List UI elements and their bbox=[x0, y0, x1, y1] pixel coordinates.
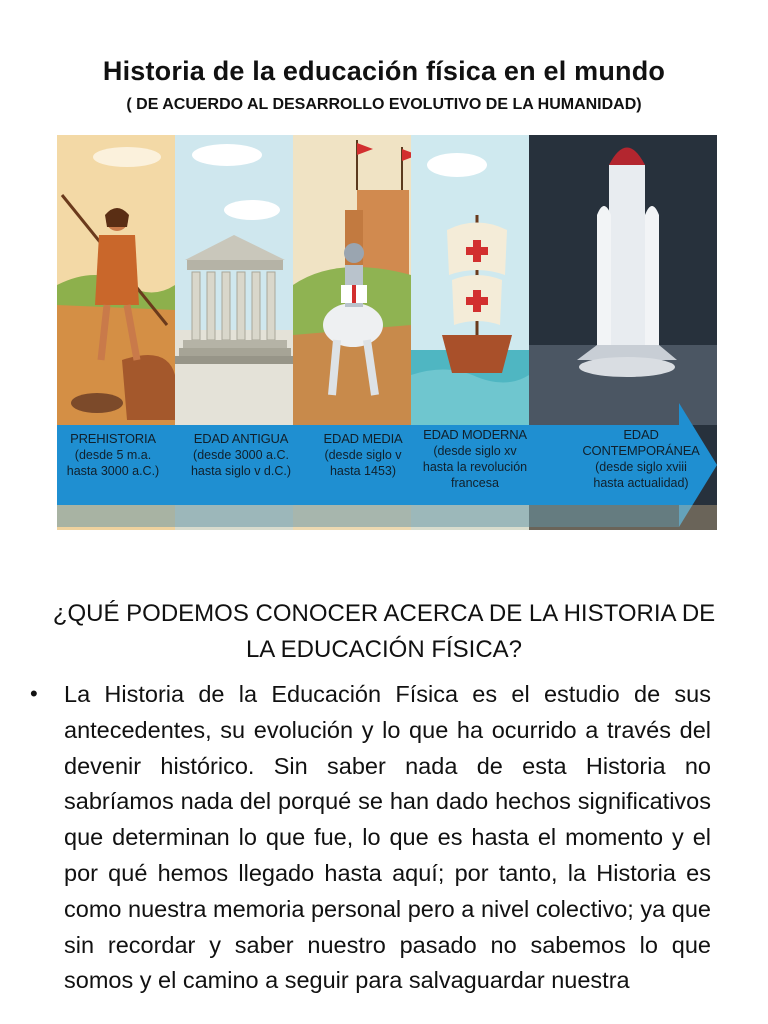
era-label-edad-antigua: EDAD ANTIGUA (desde 3000 a.C. hasta siglo v d.C.) bbox=[190, 431, 292, 478]
era-label-edad-contemporanea: EDAD CONTEMPORÁNEA (desde siglo xviii hasta actualidad) bbox=[582, 427, 700, 490]
bullet-point: • bbox=[30, 681, 38, 706]
era-label-edad-media: EDAD MEDIA (desde siglo v hasta 1453) bbox=[323, 431, 403, 478]
body-paragraph: La Historia de la Educación Física es el estudio de sus antecedentes, su evolución y lo que ha ocurrido a través del devenir histórico. Sin saber nada de esta Historia no sabríamos nada del porqué se han dado hechos significativos que determinan lo que fue, lo que es hasta el momento y el por qué hemos llegado hasta aquí; por tanto, la Historia es como nuestra memoria personal pero a nivel colectivo; ya que sin recordar y saber nuestro pasado no sabemos lo que somos y el camino a seguir para salvaguardar nuestra bbox=[64, 681, 711, 994]
page-title: Historia de la educación física en el mundo bbox=[102, 56, 666, 86]
bullet-list bbox=[30, 677, 711, 999]
history-timeline-infographic bbox=[57, 135, 717, 530]
list-item bbox=[30, 677, 711, 999]
section-question-heading: ¿QUÉ PODEMOS CONOCER ACERCA DE LA HISTORIA DE LA EDUCACIÓN FÍSICA? bbox=[52, 600, 716, 663]
era-label-edad-moderna: EDAD MODERNA (desde siglo xv hasta la revolución francesa bbox=[422, 427, 528, 490]
page-subtitle: ( DE ACUERDO AL DESARROLLO EVOLUTIVO DE LA HUMANIDAD) bbox=[126, 96, 642, 113]
era-label-prehistoria: PREHISTORIA (desde 5 m.a. hasta 3000 a.C.) bbox=[66, 431, 160, 478]
